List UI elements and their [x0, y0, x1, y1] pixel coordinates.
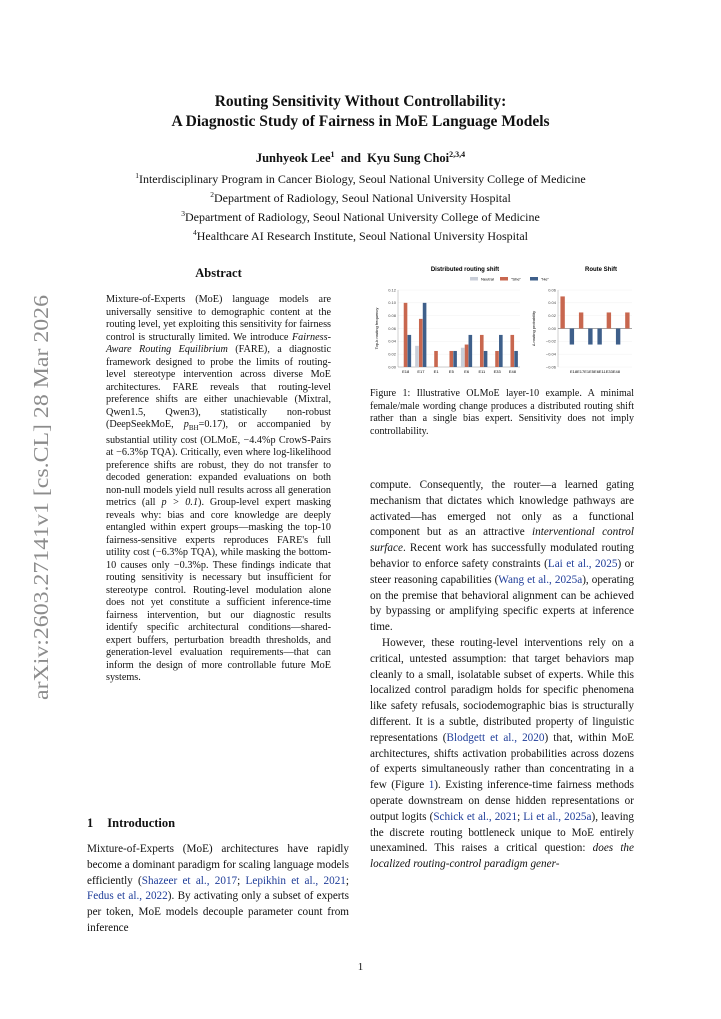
author-affil-sup: 1 [330, 150, 335, 159]
bar [423, 303, 427, 367]
affiliation [0, 225, 721, 244]
author-name: Junhyeok Lee [255, 151, 331, 166]
framework-name: Fairness-Aware Routing Equilibrium [106, 331, 331, 355]
bar [579, 312, 583, 328]
bar [514, 351, 518, 367]
affiliation-text: Healthcare AI Research Institute, Seoul National University Hospital [196, 229, 528, 243]
body-text: ) or steer reasoning capabilities ( [370, 557, 634, 586]
abstract-text: =0.17), or accompanied by substantial utility cost (OLMoE, −4.4%p CrowS-Pairs at −6.3%p TQA). Critically, even where log-likelihood preference shifts are robust, they do not transfer to decoded generation: expanded evaluations on both non-null models yield null results across all generation metrics (all [106, 419, 331, 509]
legend-swatch [500, 277, 508, 281]
bar [607, 312, 611, 328]
bar [415, 346, 419, 367]
section-number: 1 [87, 816, 94, 830]
affiliation-sup: 3 [181, 209, 185, 218]
y-tick-label: 0.12 [388, 287, 396, 293]
body-text: ; [237, 874, 246, 887]
y-tick-label: −0.02 [545, 338, 556, 344]
p-value: p > 0.1 [161, 497, 199, 509]
y-tick-label: 0.04 [548, 300, 556, 306]
bar [461, 348, 465, 367]
citation-link[interactable]: Lai et al., 2025 [547, 557, 618, 570]
chart-title: Route Shift [585, 267, 617, 273]
arxiv-stamp [22, 290, 58, 710]
affiliations [0, 168, 721, 244]
author-line [0, 150, 721, 166]
bar [453, 351, 457, 367]
bar [625, 312, 629, 328]
body-text: ), leaving the discrete routing bottleneck unique to MoE entirely unexamined. This raises a critical question: [370, 810, 634, 855]
paper-title [0, 92, 721, 132]
figure-ref-link[interactable]: 1 [428, 779, 435, 792]
body-text: ; [517, 810, 524, 823]
intro-paragraph [87, 842, 349, 937]
body-text: ) that, within MoE architectures, shifts activation probabilities across dozens of experts simultaneously rather than concentrating in a few (Figure [370, 731, 635, 792]
abstract-text: (FARE), a diagnostic framework designed to probe the limits of routing-level stereotype intervention across diverse MoE architectures. FARE reveals that routing-level preference shifts are either unachievable (Mixtral, Qwen1.5, Qwen3), statistically non-robust (DeepSeekMoE, [106, 344, 331, 430]
x-tick-label: E5 [448, 369, 454, 374]
page-number: 1 [357, 961, 364, 973]
x-tick-label: E18E17E1E5E6E11E33E48 [570, 369, 620, 374]
bar [588, 329, 592, 345]
x-tick-label: E18 [402, 369, 410, 374]
p-subscript: BH [188, 424, 199, 433]
y-tick-label: 0.02 [548, 313, 556, 319]
bar [469, 335, 473, 367]
figure-chart [370, 262, 634, 382]
bar [404, 303, 408, 367]
bar [480, 335, 484, 367]
y-axis-label: Top-k routing frequency [374, 307, 379, 350]
affiliation-sup: 2 [210, 190, 214, 199]
citation-link[interactable]: Li et al., 2025a [523, 810, 592, 823]
body-text: ). Existing inference-time fairness methods operate downstream on dense hidden representations or output logits ( [370, 779, 634, 823]
citation-link[interactable]: Fedus et al., 2022 [87, 890, 168, 903]
section-heading [87, 816, 175, 831]
legend-label: "She" [511, 276, 521, 282]
y-tick-label: 0.04 [388, 338, 396, 344]
affiliation-text: Department of Radiology, Seoul National University Hospital [213, 191, 511, 205]
legend-label: Neutral [481, 276, 494, 282]
x-tick-label: E17 [417, 369, 425, 374]
abstract-body [106, 294, 331, 685]
affiliation [0, 187, 721, 206]
x-tick-label: E1 [433, 369, 439, 374]
x-tick-label: E33 [493, 369, 501, 374]
author-affil-sup: 2,3,4 [449, 150, 466, 159]
body-text: . Recent work has successfully modulated routing behavior to enforce safety constraints ( [370, 542, 634, 570]
legend-label: "He" [541, 276, 549, 282]
bar [484, 351, 488, 367]
author-and: and [340, 151, 361, 166]
citation-link[interactable]: Shazeer et al., 2017 [141, 874, 238, 887]
y-tick-label: 0.00 [548, 325, 556, 331]
affiliation [0, 168, 721, 187]
citation-link[interactable]: Schick et al., 2021 [433, 810, 518, 823]
body-text: However, these routing-level interventions rely on a critical, untested assumption: that target behaviors map cleanly to a small, isolatable subset of experts. While this localized control paradigm holds for specific phenomena like safety refusals, sociodemographic bias is structurally different. It is a subtle, distributed property of linguistic representations ( [370, 636, 634, 744]
bar [597, 329, 601, 345]
title-line: A Diagnostic Study of Fairness in MoE Language Models [171, 113, 550, 130]
x-tick-label: E11 [478, 369, 486, 374]
arxiv-id: arXiv:2603.27141v1 [cs.CL] 28 Mar 2026 [29, 343, 53, 700]
y-axis-label: Δ routing probability [531, 310, 536, 347]
y-tick-label: 0.08 [388, 313, 396, 319]
body-text: ; [345, 874, 349, 887]
affiliation [0, 206, 721, 225]
citation-link[interactable]: Lepikhin et al., 2021 [245, 874, 346, 887]
body-text: compute. Consequently, the router—a learned gating mechanism that dictates which knowledge pathways are activated—has emerged not only as a functional component but as an attractive [370, 479, 634, 539]
figure-caption: Figure 1: Illustrative OLMoE layer-10 example. A minimal female/male wording change produces a distributed routing shift rather than a single bias expert. Sensitivity does not imply controllability. [370, 388, 634, 437]
bar [434, 351, 438, 367]
abstract-text: ). Group-level expert masking reveals why: bias and core knowledge are deeply entangled within expert groups—masking the top-10 fairness-sensitive experts reproduces FARE's full utility cost (−6.3%p TQA), while masking the bottom-10 causes only −0.3%p. These findings indicate that routing sensitivity is necessary but insufficient for stereotype control. Routing-level modulation alone does not yet constitute a sufficient inference-time fairness intervention, but our diagnostic results identify specific architectural conditions—shared-expert buffers, perturbation breadth thresholds, and generation-level evaluation requirements—that can inform the design of more controllable future MoE systems. [106, 497, 332, 684]
affiliation-sup: 1 [135, 171, 139, 180]
y-tick-label: −0.04 [545, 351, 556, 357]
bar [616, 329, 620, 345]
legend-swatch [530, 277, 538, 281]
emphasis-text: does the localized routing-control paradigm gener- [370, 842, 634, 871]
p-symbol: p [183, 419, 189, 430]
abstract-text: Mixture-of-Experts (MoE) language models are universally sensitive to demographic content at the routing level, yet exploiting this sensitivity for fairness control is structurally limited. We introduce [106, 294, 331, 343]
abstract-heading: Abstract [195, 266, 242, 280]
bar [495, 351, 499, 367]
body-text: ), operating on the premise that behavioral alignment can be achieved by bypassing or amplifying specific experts at inference time. [370, 573, 634, 634]
affiliation-text: Interdisciplinary Program in Cancer Biology, Seoul National University College of Medicine [138, 172, 586, 186]
bar [570, 329, 574, 345]
citation-link[interactable]: Blodgett et al., 2020 [446, 731, 545, 744]
affiliation-text: Department of Radiology, Seoul National University College of Medicine [184, 210, 540, 224]
citation-link[interactable]: Wang et al., 2025a [498, 573, 583, 586]
section-title: Introduction [107, 816, 176, 830]
body-text: ). By activating only a subset of experts per token, MoE models decouple parameter count from inference [87, 890, 349, 934]
bar [465, 345, 469, 367]
bar [419, 319, 423, 367]
author-name: Kyu Sung Choi [367, 151, 450, 166]
y-tick-label: 0.06 [388, 325, 396, 331]
y-tick-label: 0.02 [388, 351, 396, 357]
y-tick-label: 0.06 [548, 287, 556, 293]
bar [510, 335, 514, 367]
bar [449, 351, 453, 367]
chart-title: Distributed routing shift [430, 267, 500, 273]
x-tick-label: E48 [508, 369, 516, 374]
affiliation-sup: 4 [193, 228, 197, 237]
x-tick-label: E6 [464, 369, 470, 374]
figure-1 [370, 262, 634, 382]
bar [560, 296, 564, 328]
y-tick-label: 0.10 [388, 300, 396, 306]
body-text: Mixture-of-Experts (MoE) architectures have rapidly become a dominant paradigm for scaling language models efficiently ( [87, 843, 349, 887]
y-tick-label: 0.00 [388, 364, 396, 370]
bar [499, 335, 503, 367]
legend-swatch [470, 277, 478, 281]
right-column-text [370, 478, 634, 873]
bar [408, 335, 412, 367]
title-line: Routing Sensitivity Without Controllability: [214, 93, 507, 110]
y-tick-label: −0.06 [545, 364, 556, 370]
emphasis-text: interventional control surface [370, 526, 634, 555]
